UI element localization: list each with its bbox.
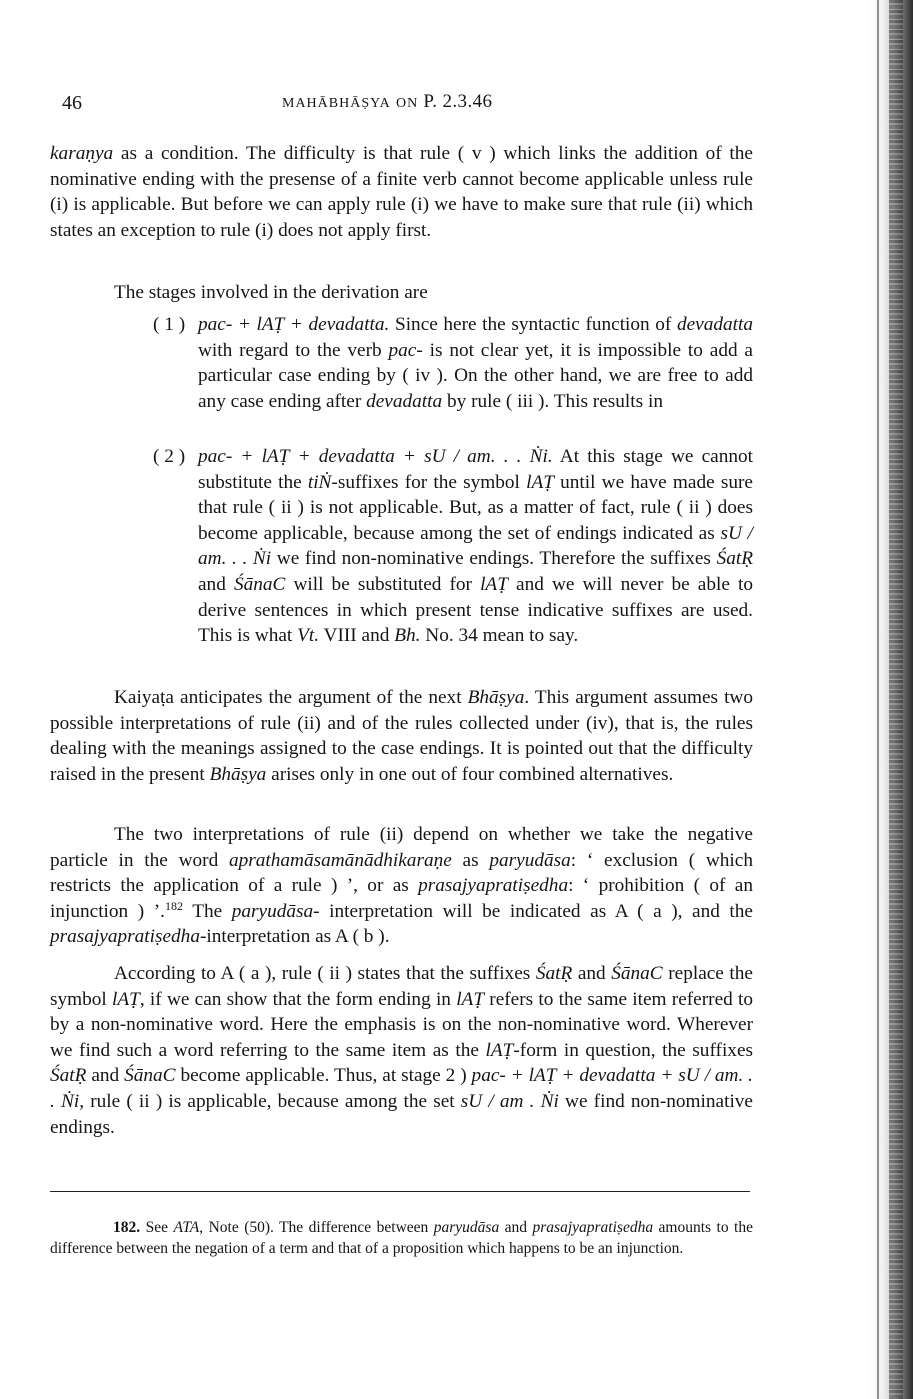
- text: replace the symbol: [50, 963, 753, 1010]
- term: lAṬ: [456, 988, 485, 1010]
- text: , if we can show that the form ending in: [139, 988, 457, 1010]
- term: ATA: [173, 1219, 200, 1236]
- running-head-on: ON: [395, 96, 419, 111]
- text: Since here the syntactic function of: [389, 314, 677, 335]
- text: with regard to the verb: [198, 339, 389, 361]
- text: and: [499, 1219, 533, 1236]
- term: lAṬ: [112, 988, 140, 1010]
- formula: pac- + lAṬ + devadatta + sU / am. . . Ṅi,: [50, 1065, 754, 1112]
- paragraph-1: [50, 141, 753, 243]
- term: ŚānaC: [124, 1065, 176, 1087]
- paragraph-5: [50, 961, 753, 1140]
- formula: pac- + lAṬ + devadatta + sU / am. . . Ṅi.: [198, 446, 553, 467]
- text: will be substituted for: [285, 573, 481, 595]
- text: -suffixes for the symbol: [331, 471, 527, 493]
- text: as: [451, 849, 490, 871]
- text: refers to the same item referred to by a non-nominative word. Here the emphasis is on the non-nominative word. Wherever we find such a word referring to the same item as the: [50, 988, 753, 1061]
- text: become applicable. Thus, at stage 2 ): [175, 1065, 472, 1087]
- text: The two interpretations of rule (ii) depend on whether we take the negative particle in the word: [50, 824, 753, 871]
- footnote-number: 182.: [113, 1219, 141, 1236]
- text: : ‘ exclusion ( which restricts the application of a rule ) ’, or as: [50, 849, 753, 897]
- page-edge-texture: [889, 0, 903, 1399]
- term: prasajyapratiṣedha: [532, 1219, 654, 1236]
- text: is not clear yet, it is impossible to add a particular case ending by ( iv ). On the other hand, we are free to add any case ending after: [198, 339, 753, 412]
- footnote: [50, 1217, 753, 1260]
- text: interpretation will be indicated as A ( a ), and the: [319, 900, 753, 922]
- term: Bhāṣya: [467, 687, 525, 708]
- text: The: [182, 900, 232, 922]
- term: ŚānaC: [611, 963, 663, 984]
- stage-2: [153, 444, 754, 649]
- footnote-marker: 182: [164, 898, 183, 913]
- stage-number: ( 2 ): [153, 446, 186, 467]
- text: Kaiyaṭa anticipates the argument of the next: [114, 687, 468, 708]
- paragraph-3: [50, 685, 753, 787]
- text: and: [198, 573, 234, 595]
- term: karaṇya: [50, 143, 114, 164]
- text: we find non-nominative endings.: [50, 1090, 753, 1138]
- term: paryudāsa-: [231, 900, 320, 922]
- term: prasajyapratiṣedha: [418, 875, 569, 897]
- term: devadatta: [676, 314, 753, 335]
- term: lAṬ: [485, 1039, 514, 1061]
- term: lAṬ: [526, 471, 554, 493]
- text: . This argument assumes two possible interpretations of rule (ii) and of the rules collected under (iv), that is, the rules dealing with the meanings assigned to the case endings. It is pointed out that the difficulty raised in the present: [50, 687, 753, 785]
- stage-1: [153, 312, 753, 414]
- stage-number: ( 1 ): [153, 314, 186, 335]
- text: and we will never be able to derive sentences in which present tense indicative suffixes are used. This is what: [198, 573, 753, 647]
- term: aprathamāsamānādhikaraṇe: [228, 849, 452, 871]
- text: : ‘ prohibition ( of an injunction ) ’.: [50, 875, 753, 922]
- formula: pac- + lAṬ + devadatta.: [198, 314, 390, 335]
- text: See: [140, 1219, 174, 1236]
- text: rule ( ii ) is applicable, because among the set: [84, 1090, 461, 1112]
- term: ŚatṚ: [716, 548, 753, 570]
- term: tiṄ: [307, 471, 332, 493]
- term: ŚānaC: [233, 573, 286, 595]
- text: According to A ( a ), rule ( ii ) states that the suffixes: [114, 963, 536, 984]
- term: Bhāṣya: [209, 763, 267, 785]
- running-head: [282, 91, 492, 113]
- term: ŚatṚ: [50, 1065, 87, 1087]
- text: and: [86, 1065, 125, 1087]
- paragraph-4: [50, 822, 753, 950]
- text: by rule ( iii ). This results in: [442, 390, 663, 412]
- text: The stages involved in the derivation are: [114, 282, 428, 303]
- paragraph-2: [50, 280, 753, 306]
- text: as a condition. The difficulty is that rule ( v ) which links the addition of the nominative ending with the presense of a finite verb cannot become applicable unless rule (i) is applicable. But before we can apply rule (i) we have to make sure that rule (ii) which states an exception to rule (i) does not apply first.: [50, 143, 753, 241]
- term: prasajyapratiṣedha: [50, 926, 200, 948]
- term: sU / am . Ṅi: [460, 1090, 559, 1112]
- term: sU / am. . . Ṅi: [198, 522, 753, 570]
- text: At this stage we cannot substitute the: [198, 446, 754, 493]
- text: VIII and: [319, 625, 395, 647]
- page-edge-line: [877, 0, 879, 1399]
- term: Bh.: [394, 625, 421, 647]
- text: , Note (50). The difference between: [199, 1219, 434, 1236]
- text: amounts to the difference between the negation of a term and that of a proposition which happens to be an injunction.: [50, 1219, 753, 1258]
- term: paryudāsa: [433, 1219, 500, 1236]
- text: No. 34 mean to say.: [420, 625, 579, 647]
- running-head-rule: P. 2.3.46: [423, 91, 493, 112]
- text: -form in question, the suffixes: [513, 1039, 753, 1061]
- term: ŚatṚ: [535, 963, 573, 984]
- text: and: [572, 963, 612, 984]
- footnote-divider: [50, 1191, 750, 1192]
- text: arises only in one out of four combined alternatives.: [266, 763, 674, 785]
- term: pac-: [388, 339, 423, 361]
- term: Vt.: [297, 625, 320, 647]
- running-head-title: MAHĀBHĀṢYA: [282, 96, 391, 111]
- text: we find non-nominative endings. Therefore the suffixes: [271, 548, 717, 570]
- term: lAṬ: [480, 573, 508, 595]
- text: -interpretation as A ( b ).: [199, 926, 390, 948]
- page-number: 46: [62, 92, 82, 114]
- term: paryudāsa: [489, 849, 571, 871]
- text: until we have made sure that rule ( ii ) is not applicable. But, as a matter of fact, rule ( ii ) does become applicable, because among the set of endings indicated as: [198, 471, 753, 544]
- term: devadatta: [366, 390, 443, 412]
